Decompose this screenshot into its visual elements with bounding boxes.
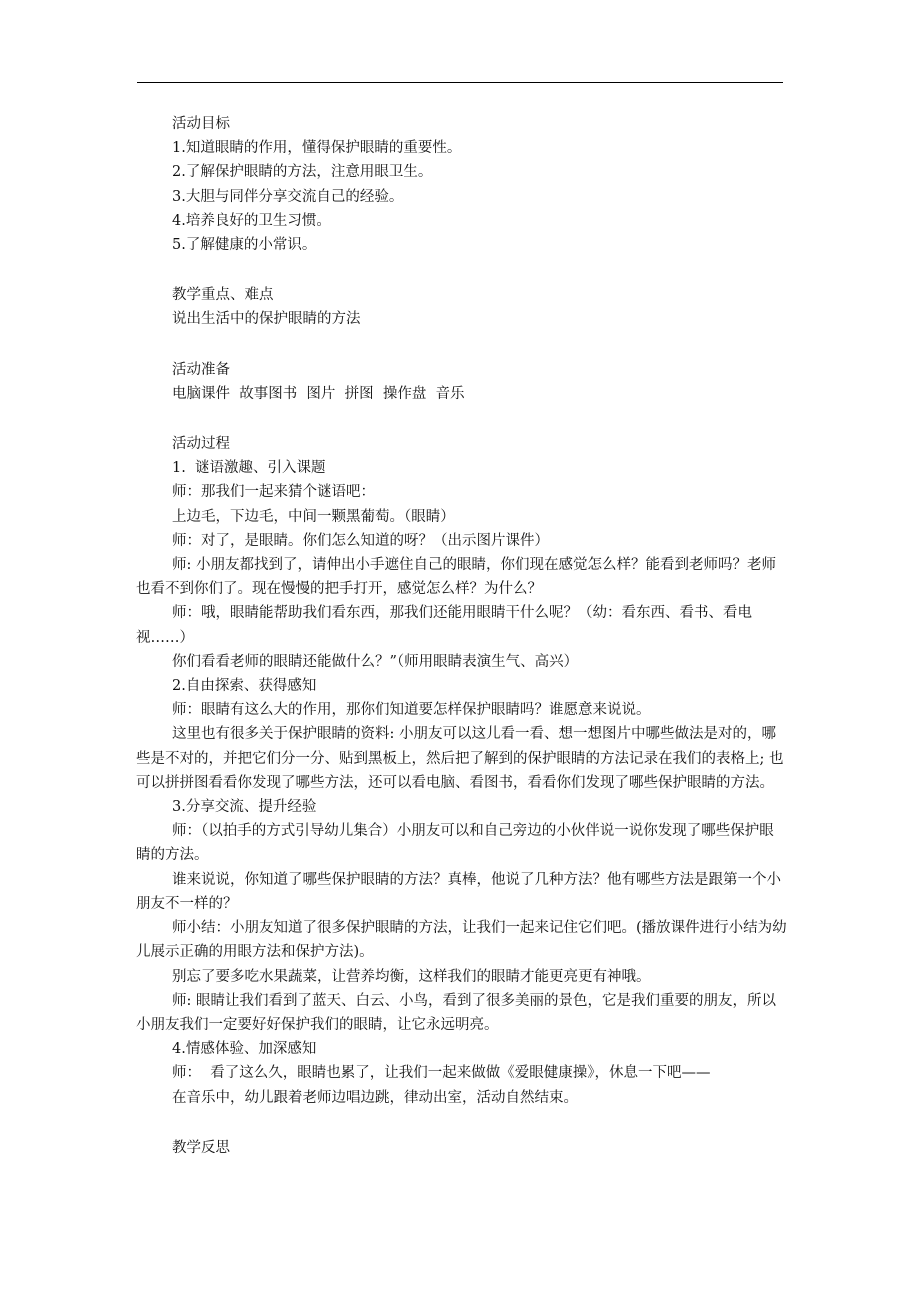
paragraph: 这里也有很多关于保护眼睛的资料: 小朋友可以这儿看一看、想一想图片中哪些做法是对的，哪些是不对的，并把它们分一分、贴到黑板上，然后把了解到的保护眼睛的方法记录在我们的表格上; 也可以拼拼图看看你发现了哪些方法，还可以看电脑、看图书，看看你们发现了哪些保护眼睛的方法。 [136,726,784,791]
paragraph: 师： 看了这么久，眼睛也累了，让我们一起来做做《爱眼健康操》，休息一下吧—— [172,1065,711,1082]
step-title: 3.分享交流、提升经验 [172,799,317,816]
goal-item: 1.知道眼睛的作用，懂得保护眼睛的重要性。 [172,140,462,157]
paragraph: 师：哦，眼睛能帮助我们看东西，那我们还能用眼睛干什么呢？（幼：看东西、看书、看电视……） [136,605,752,646]
section-heading-preparation: 活动准备 [172,361,230,378]
paragraph: 师：对了，是眼睛。你们怎么知道的呀？（出示图片课件） [172,532,549,549]
paragraph: 上边毛，下边毛，中间一颗黑葡萄。（眼睛） [172,508,455,525]
goal-item: 2.了解保护眼睛的方法，注意用眼卫生。 [172,164,433,181]
step-title: 1. 谜语激趣、引入课题 [172,460,326,477]
paragraph: 师: 眼睛让我们看到了蓝天、白云、小鸟，看到了很多美丽的景色，它是我们重要的朋友，所以小朋友我们一定要好好保护我们的眼睛，让它永远明亮。 [136,992,776,1033]
paragraph: 师：那我们一起来猜个谜语吧： [172,484,375,501]
step-title: 2.自由探索、获得感知 [172,678,317,695]
step-title: 4.情感体验、加深感知 [172,1041,317,1058]
paragraph: 师: 小朋友都找到了，请伸出小手遮住自己的眼睛，你们现在感觉怎么样？能看到老师吗？老师也看不到你们了。现在慢慢的把手打开，感觉怎么样？为什么？ [136,557,776,598]
section-heading-reflection: 教学反思 [172,1139,230,1156]
paragraph: 师小结：小朋友知道了很多保护眼睛的方法，让我们一起来记住它们吧。(播放课件进行小结为幼儿展示正确的用眼方法和保护方法)。 [136,920,787,961]
paragraph: 师：（以拍手的方式引导幼儿集合）小朋友可以和自己旁边的小伙伴说一说你发现了哪些保护眼睛的方法。 [136,823,774,864]
document-body [136,112,787,1160]
preparation-text: 电脑课件 故事图书 图片 拼图 操作盘 音乐 [172,385,465,402]
paragraph: 你们看看老师的眼睛还能做什么？”（师用眼睛表演生气、高兴） [172,653,579,670]
goal-item: 3.大胆与同伴分享交流自己的经验。 [172,188,404,205]
section-heading-key-points: 教学重点、难点 [172,287,274,304]
paragraph: 别忘了要多吃水果蔬菜，让营养均衡，这样我们的眼睛才能更亮更有神哦。 [172,968,651,985]
paragraph: 在音乐中，幼儿跟着老师边唱边跳，律动出室，活动自然结束。 [172,1089,578,1106]
goal-item: 4.培养良好的卫生习惯。 [172,212,331,229]
goal-item: 5.了解健康的小常识。 [172,237,317,254]
section-heading-process: 活动过程 [172,436,230,453]
paragraph: 师：眼睛有这么大的作用，那你们知道要怎样保护眼睛吗？谁愿意来说说。 [172,702,651,719]
paragraph: 谁来说说，你知道了哪些保护眼睛的方法？真棒，他说了几种方法？他有哪些方法是跟第一个小朋友不一样的？ [136,871,781,912]
key-points-text: 说出生活中的保护眼睛的方法 [172,311,361,328]
header-rule [137,82,783,83]
section-heading-goals: 活动目标 [172,116,230,132]
